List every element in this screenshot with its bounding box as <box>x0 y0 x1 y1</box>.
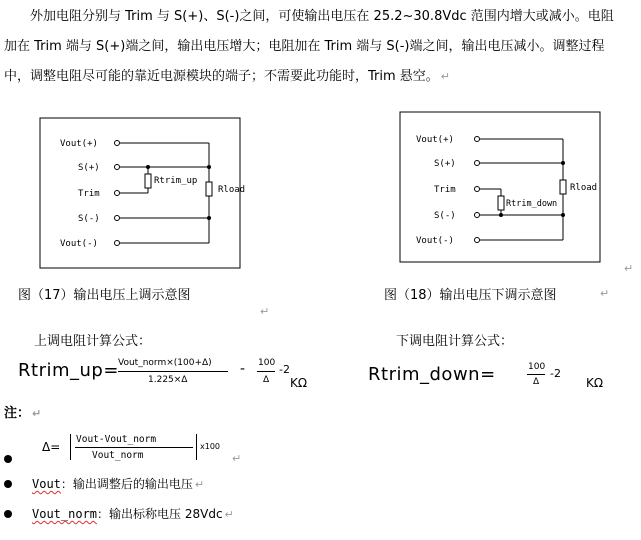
fraction-bar <box>527 374 545 375</box>
rtrim-down-resistor <box>498 196 504 210</box>
fraction-bar <box>118 371 228 372</box>
term-vout-norm: Vout_norm <box>32 507 98 521</box>
rload-resistor <box>560 180 566 194</box>
note-item-vout-norm <box>32 505 234 522</box>
formula-up-heading: 上调电阻计算公式： <box>34 334 152 349</box>
intro-line-1: 外加电阻分别与 Trim 与 S(+)、S(-)之间，可使输出电压在 25.2~30.8Vdc 范围内增大或减小。电阻 <box>30 9 614 24</box>
paragraph-mark: ↵ <box>624 262 634 275</box>
fraction-bar <box>257 371 275 372</box>
formula-up-tail: -2 <box>279 363 290 376</box>
note-desc: ：输出标称电压 28Vdc <box>97 507 223 521</box>
formula-up-unit: KΩ <box>290 376 308 390</box>
delta-formula <box>42 432 262 464</box>
pin-label-vout-minus: Vout(-) <box>416 236 454 246</box>
paragraph-mark: ↵ <box>260 305 270 318</box>
note-desc: ：输出调整后的输出电压 <box>60 477 193 491</box>
pin-label-vout-plus: Vout(+) <box>60 139 98 149</box>
paragraph-mark: ↵ <box>440 70 451 83</box>
pin-label-s-plus: S(+) <box>78 163 100 173</box>
intro-line-3: 中，调整电阻尽可能的靠近电源模块的端子；不需要此功能时，Trim 悬空。 ↵ <box>4 69 451 84</box>
pin-label-trim: Trim <box>78 189 100 199</box>
figure-18-caption: 图（18）输出电压下调示意图 <box>384 288 557 303</box>
abs-bar-left <box>70 434 71 460</box>
intro-line-2: 加在 Trim 端与 S(+)端之间，输出电压增大；电阻加在 Trim 端与 S(-)端之间，输出电压减小。调整过程 <box>4 39 605 54</box>
bullet <box>4 510 12 518</box>
formula-up-frac2-den: Δ <box>263 375 270 385</box>
note-item-vout <box>32 475 204 492</box>
figure-18-diagram <box>398 110 620 266</box>
formula-down-unit: KΩ <box>586 376 604 390</box>
formula-up-denominator: 1.225×Δ <box>148 375 188 385</box>
paragraph-mark: ↵ <box>194 478 205 491</box>
rload-resistor <box>206 182 212 196</box>
paragraph-mark: ↵ <box>224 508 234 521</box>
pin-label-s-minus: S(-) <box>434 211 456 221</box>
formula-up-numerator: Vout_norm×(100+Δ) <box>118 358 212 368</box>
pin-label-vout-minus: Vout(-) <box>60 239 98 249</box>
formula-down-num: 100 <box>528 362 546 372</box>
formula-up-frac2-num: 100 <box>258 358 276 368</box>
delta-denominator: Vout_norm <box>92 450 144 461</box>
rtrim-up-label: Rtrim_up <box>154 176 198 186</box>
pin-label-vout-plus: Vout(+) <box>416 135 454 145</box>
formula-down-den: Δ <box>533 377 540 387</box>
bullet <box>4 455 12 463</box>
figure-17-caption: 图（17）输出电压上调示意图 <box>18 288 191 303</box>
term-vout: Vout <box>32 477 61 491</box>
rload-label: Rload <box>570 183 598 193</box>
paragraph-mark: ↵ <box>600 287 610 300</box>
pin-terminals <box>115 141 120 246</box>
delta-tail: x100 <box>200 442 221 451</box>
figure-17-diagram <box>38 116 260 272</box>
formula-down <box>368 362 588 392</box>
delta-lhs: Δ= <box>42 440 61 454</box>
formula-up-lhs: Rtrim_up= <box>18 360 119 381</box>
rtrim-down-label: Rtrim_down <box>506 199 558 209</box>
formula-down-heading: 下调电阻计算公式： <box>396 334 514 349</box>
paragraph-mark: ↵ <box>32 407 42 420</box>
delta-numerator: Vout-Vout_norm <box>76 434 157 445</box>
circuit-wires <box>480 139 563 240</box>
pin-label-trim: Trim <box>434 185 456 195</box>
formula-up <box>18 358 318 392</box>
circuit-wires <box>120 143 209 243</box>
fraction-bar <box>75 447 193 448</box>
pin-label-s-minus: S(-) <box>78 214 100 224</box>
rtrim-up-resistor <box>145 174 151 188</box>
abs-bar-right <box>196 434 197 460</box>
rload-label: Rload <box>218 185 246 195</box>
bullet <box>4 480 12 488</box>
formula-down-lhs: Rtrim_down= <box>368 364 496 385</box>
notes-title: 注： ↵ <box>4 406 42 421</box>
pin-label-s-plus: S(+) <box>434 159 456 169</box>
formula-down-tail: -2 <box>550 367 561 380</box>
minus-sign: - <box>240 361 246 377</box>
pin-terminals <box>475 137 480 243</box>
paragraph-mark: ↵ <box>232 452 242 465</box>
